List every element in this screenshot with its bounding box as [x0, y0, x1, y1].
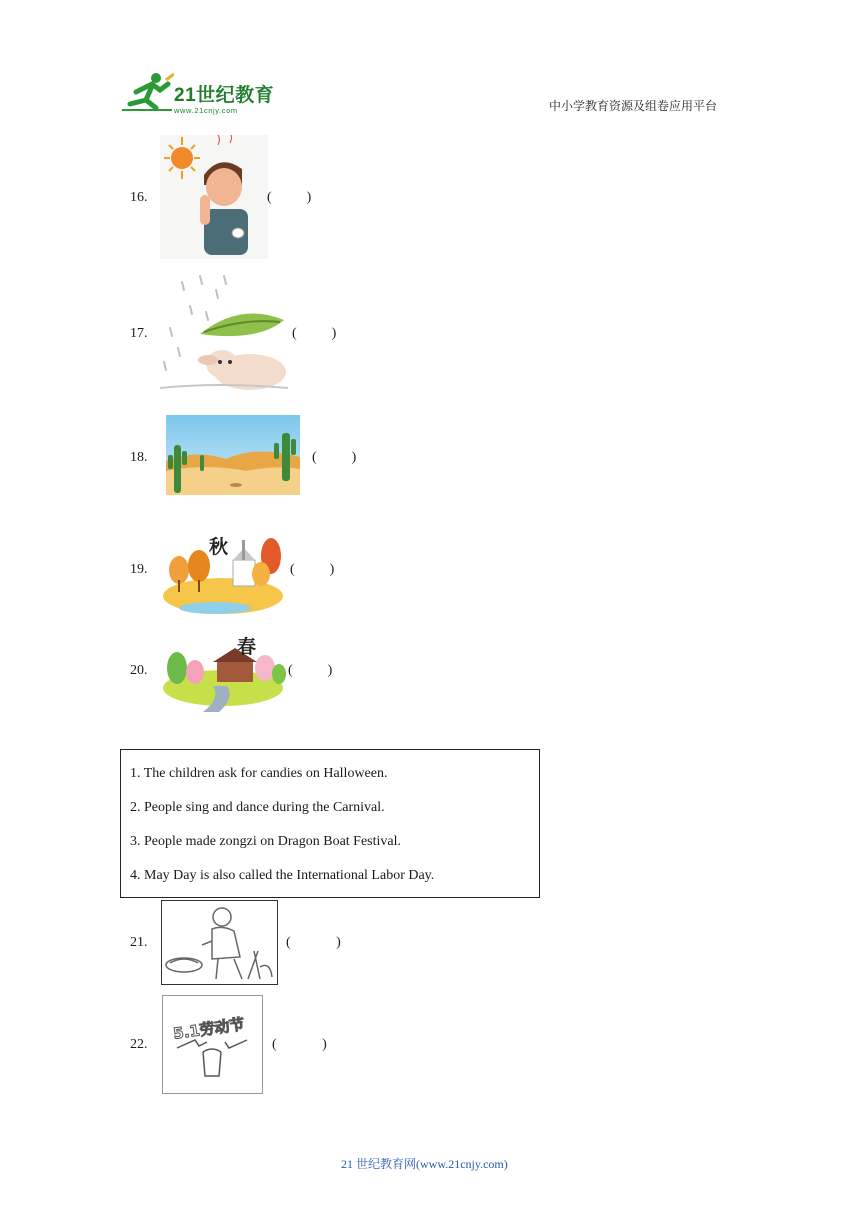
site-logo	[122, 70, 292, 116]
header-platform-text: 中小学教育资源及组卷应用平台	[549, 99, 718, 113]
hot-sweating-boy-sun-icon	[160, 135, 268, 259]
answer-blank-19[interactable]: ( )	[290, 562, 335, 577]
sentence-option-4: 4. May Day is also called the International Labor Day.	[130, 868, 435, 883]
answer-blank-21[interactable]: ( )	[286, 935, 341, 950]
labor-day-outline-label: 5.1劳动节	[172, 1015, 246, 1043]
logo-text: 21世纪教育	[174, 85, 275, 106]
question-18-number: 18.	[130, 450, 148, 465]
autumn-landscape-icon	[161, 526, 289, 614]
answer-blank-22[interactable]: ( )	[272, 1037, 327, 1052]
woman-making-zongzi-icon	[161, 900, 278, 985]
spring-character-label: 春	[237, 636, 257, 658]
sentence-options-box	[120, 749, 540, 898]
sentence-option-2: 2. People sing and dance during the Carnival.	[130, 800, 385, 815]
answer-blank-18[interactable]: ( )	[312, 450, 357, 465]
footer-text[interactable]: 21 世纪教育网(www.21cnjy.com)	[341, 1157, 508, 1171]
autumn-character-label: 秋	[209, 536, 229, 558]
question-20-number: 20.	[130, 663, 148, 678]
rabbit-under-leaf-rain-icon	[160, 272, 292, 394]
question-19-number: 19.	[130, 562, 148, 577]
sentence-option-3: 3. People made zongzi on Dragon Boat Festival.	[130, 834, 401, 849]
answer-blank-16[interactable]: ( )	[267, 190, 312, 205]
question-17-number: 17.	[130, 326, 148, 341]
question-22-number: 22.	[130, 1037, 148, 1052]
labor-day-wrench-icon	[162, 995, 263, 1094]
answer-blank-20[interactable]: ( )	[288, 663, 333, 678]
answer-blank-17[interactable]: ( )	[292, 326, 337, 341]
question-16-number: 16.	[130, 190, 148, 205]
running-man-logo-icon	[122, 70, 174, 114]
logo-url: www.21cnjy.com	[174, 106, 238, 115]
sentence-option-1: 1. The children ask for candies on Halloween.	[130, 766, 388, 781]
desert-cactus-icon	[166, 415, 300, 495]
question-21-number: 21.	[130, 935, 148, 950]
spring-landscape-icon	[161, 628, 287, 712]
